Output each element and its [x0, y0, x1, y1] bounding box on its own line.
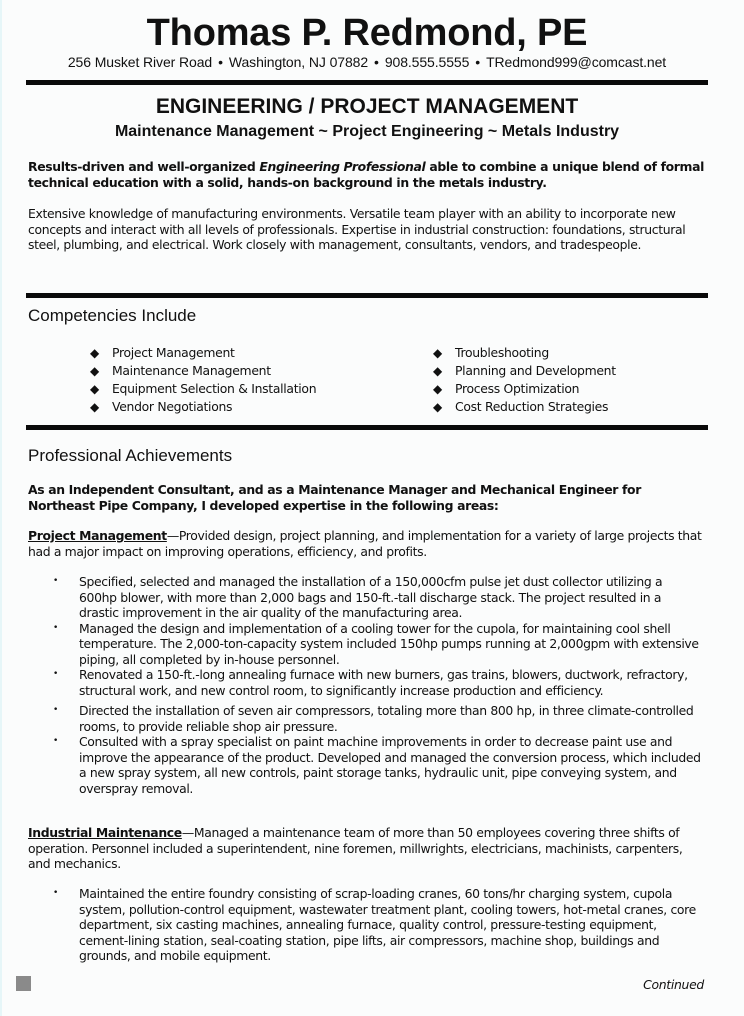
bullet-icon: •	[53, 622, 58, 633]
summary-intro	[28, 159, 708, 190]
project-management-summary	[28, 528, 708, 559]
diamond-bullet-icon: ◆	[90, 346, 99, 360]
summary-body: Extensive knowledge of manufacturing environments. Versatile team player with an ability to incorporate new concepts and interact with all levels of professionals. Expertise in industrial construction: foundations, structural steel, plumbing, and electrical. Work closely with management, consultants, vendors, and tradespeople.	[28, 206, 686, 252]
section-rule	[26, 425, 708, 430]
achievement-item	[2, 886, 701, 964]
competency-label: Planning and Development	[455, 363, 616, 378]
project-management-text: —Provided design, project planning, and implementation for a variety of large projects that had a major impact on improving operations, efficiency, and profits.	[28, 528, 702, 559]
contact-phone: 908.555.5555	[384, 54, 470, 70]
contact-line	[2, 53, 732, 71]
achievement-item	[2, 574, 701, 621]
achievement-item	[2, 621, 701, 668]
separator: •	[218, 54, 223, 70]
page-marker-square	[16, 976, 31, 991]
project-management-list	[2, 574, 701, 796]
industrial-maintenance-summary	[28, 825, 708, 872]
achievements-intro: As an Independent Consultant, and as a Maintenance Manager and Mechanical Engineer for Northeast Pipe Company, I developed expertise in the following areas:	[28, 482, 641, 513]
competency-label: Vendor Negotiations	[112, 399, 233, 414]
achievement-text: Directed the installation of seven air compressors, totaling more than 800 hp, in three climate-controlled rooms, to provide reliable shop air pressure.	[79, 703, 694, 734]
continued-label: Continued	[643, 977, 704, 992]
achievement-text: Managed the design and implementation of a cooling tower for the cupola, for maintaining cool shell temperature. The 2,000-ton-capacity system included 150hp pumps running at 2,000gpm with extensive piping, all completed by in-house personnel.	[79, 620, 699, 667]
summary-intro-text: able to combine a unique blend of formal technical education with a solid, hands-on background in the metals industry.	[28, 159, 705, 190]
bullet-icon: •	[53, 736, 58, 746]
achievement-text: Maintained the entire foundry consisting of scrap-loading cranes, 60 tons/hr charging system, cupola system, pollution-control equipment, wastewater treatment plant, cooling towers, hot-metal cranes, core department, six casting machines, annealing furnace, quality control, pressure-testing equipment, cement-lining station, seal-coating station, pipe lifts, air compressors, machine shop, buildings and grounds, and mobile equipment.	[79, 886, 696, 963]
resume-page	[2, 0, 744, 1016]
separator: •	[475, 54, 481, 70]
competency-label: Maintenance Management	[112, 363, 271, 378]
diamond-bullet-icon: ◆	[90, 364, 99, 378]
bullet-icon: •	[53, 705, 58, 715]
competency-item	[90, 398, 316, 416]
project-management-label: Project Management	[28, 528, 167, 543]
contact-email: TRedmond999@comcast.net	[486, 54, 667, 70]
competency-item	[433, 344, 616, 362]
competency-item	[90, 380, 316, 398]
industrial-maintenance-label: Industrial Maintenance	[28, 825, 182, 840]
achievement-text: Specified, selected and managed the installation of a 150,000cfm pulse jet dust collector utilizing a 600hp blower, with more than 2,000 bags and 150-ft.-tall discharge stack. The project resulted in a drastic improvement in the air quality of the manufacturing area.	[79, 574, 663, 620]
competency-item	[90, 344, 316, 362]
headline-title: ENGINEERING / PROJECT MANAGEMENT	[155, 95, 579, 118]
diamond-bullet-icon: ◆	[90, 400, 99, 414]
competencies-heading: Competencies Include	[28, 306, 197, 325]
competency-item	[433, 398, 616, 416]
achievements-heading: Professional Achievements	[28, 446, 233, 465]
achievement-item	[2, 667, 701, 698]
achievement-item	[2, 703, 701, 734]
separator: •	[374, 54, 379, 70]
industrial-maintenance-list	[2, 886, 701, 964]
section-rule	[26, 293, 708, 298]
contact-address: 256 Musket River Road	[67, 54, 213, 70]
contact-city: Washington, NJ 07882	[228, 54, 369, 70]
header-rule	[26, 80, 708, 85]
diamond-bullet-icon: ◆	[433, 346, 442, 360]
diamond-bullet-icon: ◆	[433, 400, 442, 414]
competency-label: Troubleshooting	[455, 345, 549, 360]
achievement-text: Renovated a 150-ft.-long annealing furnace with new burners, gas trains, blowers, ductwork, refractory, structural work, and new control room, to significantly increase production and efficiency.	[79, 667, 688, 698]
competency-label: Project Management	[112, 345, 235, 360]
diamond-bullet-icon: ◆	[90, 382, 99, 396]
headline-subtitle: Maintenance Management ~ Project Engineering ~ Metals Industry	[114, 123, 620, 140]
candidate-name: Thomas P. Redmond, PE	[146, 12, 588, 54]
competencies-right-list	[433, 344, 616, 416]
competency-item	[90, 362, 316, 380]
summary-intro-text: Results-driven and well-organized	[28, 159, 260, 174]
competency-label: Process Optimization	[455, 381, 580, 396]
competency-label: Equipment Selection & Installation	[112, 381, 317, 396]
summary-intro-italic: Engineering Professional	[259, 159, 426, 174]
industrial-maintenance-text: —Managed a maintenance team of more than 50 employees covering three shifts of operation. Personnel included a superintendent, nine foremen, millwrights, electricians, machinists, carpenters, and mechanics.	[28, 825, 683, 871]
bullet-icon: •	[53, 669, 58, 679]
bullet-icon: •	[53, 576, 58, 586]
diamond-bullet-icon: ◆	[433, 364, 442, 378]
competency-label: Cost Reduction Strategies	[455, 399, 609, 414]
competency-item	[433, 380, 616, 398]
achievement-item	[2, 734, 701, 796]
bullet-icon: •	[53, 888, 58, 898]
diamond-bullet-icon: ◆	[433, 382, 442, 396]
achievement-text: Consulted with a spray specialist on paint machine improvements in order to decrease paint use and improve the appearance of the product. Developed and managed the conversion process, which included a new spray system, all new controls, paint storage tanks, hydraulic unit, pipe conveying system, and overspray removal.	[79, 734, 701, 796]
competency-item	[433, 362, 616, 380]
competencies-left-list	[90, 344, 316, 416]
